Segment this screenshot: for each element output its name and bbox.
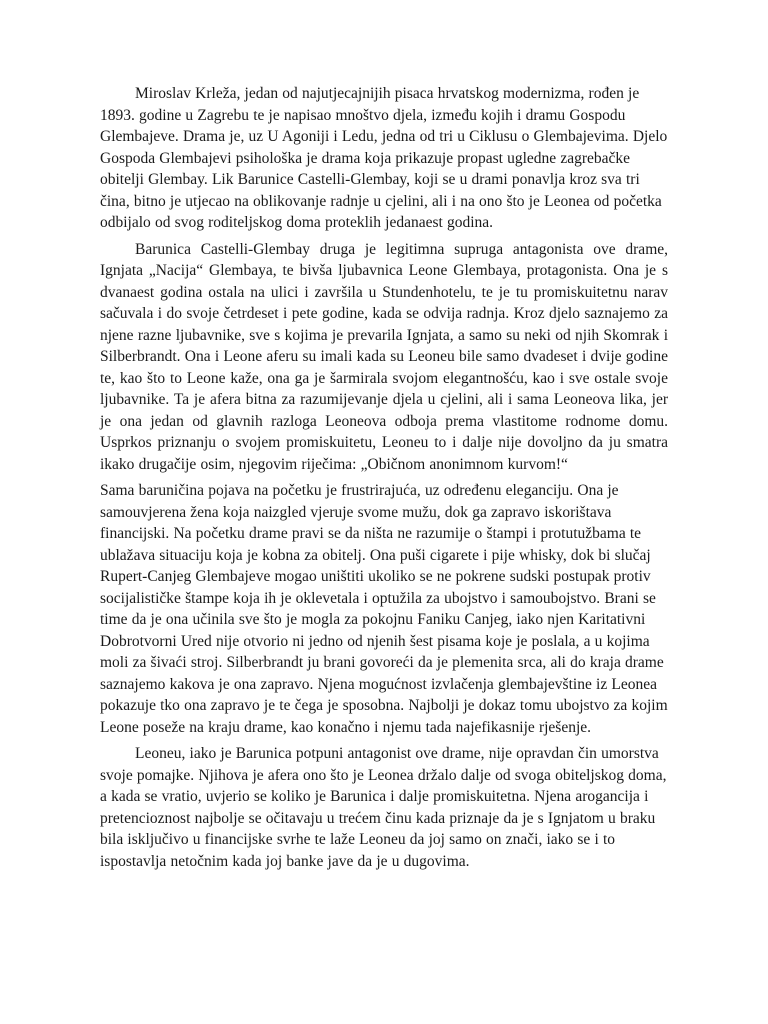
- paragraph-barunica-castelli: Barunica Castelli-Glembay druga je legitimna supruga antagonista ove drame, Ignjata „Nacija“ Glembaya, te bivša ljubavnica Leone Glembaya, protagonista. Ona je s dvanaest godina ostala na ulici i završila u Stundenhotelu, te je tu promiskuitetnu narav sačuvala i do svoje četrdeset i pete godine, kada se odvija radnja. Kroz djelo saznajemo za njene razne ljubavnike, sve s kojima je prevarila Ignjata, a samo su neki od njih Skomrak i Silberbrandt. Ona i Leone aferu su imali kada su Leoneu bile samo dvadeset i dvije godine te, kao što to Leone kaže, ona ga je šarmirala svojom elegantnošću, kao i sve ostale svoje ljubavnike. Ta je afera bitna za razumijevanje djela u cjelini, ali i sama Leoneova lika, jer je ona jedan od glavnih razloga Leoneova odboja prema vlastitome rodnome domu. Usprkos priznanju o svojem promiskuitetu, Leoneu to i dalje nije dovoljno da ju smatra ikako drugačije osim, njegovim riječima: „Običnom anonimnom kurvom!“: [100, 240, 668, 473]
- paragraph-leoneu-zakljucak: Leoneu, iako je Barunica potpuni antagonist ove drame, nije opravdan čin umorstva svoje pomajke. Njihova je afera ono što je Leonea držalo dalje od svoga obiteljskog doma, a kada se vratio, uvjerio se koliko je Barunica i dalje promiskuitetna. Njena arogancija i pretencioznost najbolje se očitavaju u trećem činu kada priznaje da je s Ignjatom u braku bila isključivo u financijske svrhe te laže Leoneu da joj samo on znači, iako se i to ispostavlja netočnim kada joj banke jave da je u dugovima.: [100, 745, 667, 870]
- paragraph-intro-krleza: Miroslav Krleža, jedan od najutjecajnijih pisaca hrvatskog modernizma, rođen je 1893. godine u Zagrebu te je napisao mnoštvo djela, između kojih i dramu Gospodu Glembajeve. Drama je, uz U Agoniji i Ledu, jedna od tri u Ciklusu o Glembajevima. Djelo Gospoda Glembajevi psihološka je drama koja prikazuje propast ugledne zagrebačke obitelji Glembay. Lik Barunice Castelli-Glembay, koji se u drami ponavlja kroz sva tri čina, bitno je utjecao na oblikovanje radnje u cjelini, ali i na ono što je Leonea od početka odbijalo od svog roditeljskog doma proteklih jedanaest godina.: [100, 85, 668, 231]
- paragraph-barunicina-pojava: Sama baruničina pojava na početku je frustrirajuća, uz određenu eleganciju. Ona je samouvjerena žena koja naizgled vjeruje svome mužu, dok ga zapravo iskorištava financijski. Na početku drame pravi se da ništa ne razumije o štampi i protutužbama te ublažava situaciju koja je kobna za obitelj. Ona puši cigarete i pije whisky, dok bi slučaj Rupert-Canjeg Glembajeve mogao uništiti ukoliko se ne pokrene sudski postupak protiv socijalističke štampe koja ih je oklevetala i optužila za ubojstvo i samoubojstvo. Brani se time da je ona učinila sve što je mogla za pokojnu Faniku Canjeg, iako njen Karitativni Dobrotvorni Ured nije otvorio ni jedno od njenih šest pisama koje je poslala, a u kojima moli za šivaći stroj. Silberbrandt ju brani govoreći da je plemenita srca, ali do kraja drame saznajemo kakova je ona zapravo. Njena mogućnost izvlačenja glembajevštine iz Leonea pokazuje tko ona zapravo je te čega je sposobna. Najbolji je dokaz tomu ubojstvo za kojim Leone poseže na kraju drame, kao konačno i njemu tada najefikasnije rješenje.: [100, 482, 668, 736]
